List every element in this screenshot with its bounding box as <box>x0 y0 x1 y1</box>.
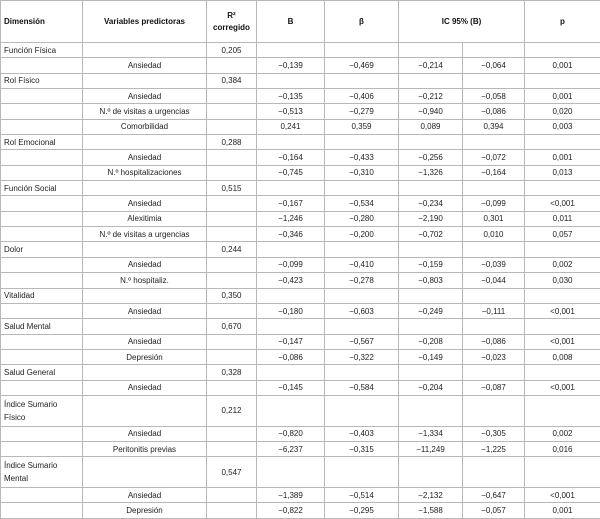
r2-cell <box>207 426 257 441</box>
predictor-cell: Ansiedad <box>83 196 207 211</box>
r2-cell <box>207 441 257 456</box>
p-cell: 0,001 <box>525 503 600 519</box>
r2-cell: 0,350 <box>207 288 257 303</box>
table-row <box>1 273 600 288</box>
beta-cell: −0,410 <box>325 257 399 272</box>
predictor-cell <box>83 395 207 426</box>
predictor-cell: Ansiedad <box>83 150 207 165</box>
header-dimension: Dimensión <box>1 1 83 43</box>
b-cell: −0,147 <box>257 334 325 349</box>
ci-low-cell: −0,214 <box>399 58 463 73</box>
b-cell: −0,513 <box>257 104 325 119</box>
table-row <box>1 227 600 242</box>
dimension-cell <box>1 257 83 272</box>
b-cell <box>257 288 325 303</box>
beta-cell <box>325 242 399 257</box>
predictor-cell: Ansiedad <box>83 426 207 441</box>
ci-high-cell <box>463 319 525 334</box>
ci-high-cell <box>463 288 525 303</box>
r2-cell: 0,244 <box>207 242 257 257</box>
predictor-cell <box>83 319 207 334</box>
b-cell <box>257 73 325 88</box>
p-cell <box>525 457 600 488</box>
beta-cell: −0,279 <box>325 104 399 119</box>
table-row <box>1 457 600 488</box>
dimension-cell <box>1 104 83 119</box>
p-cell: <0,001 <box>525 196 600 211</box>
dimension-cell <box>1 196 83 211</box>
ci-high-cell: −0,099 <box>463 196 525 211</box>
b-cell: −0,145 <box>257 380 325 395</box>
ci-high-cell: 0,301 <box>463 211 525 226</box>
ci-high-cell: −1,225 <box>463 441 525 456</box>
ci-low-cell: −0,149 <box>399 349 463 364</box>
r2-cell: 0,205 <box>207 43 257 58</box>
predictor-cell <box>83 135 207 150</box>
r2-cell <box>207 273 257 288</box>
beta-cell: −0,433 <box>325 150 399 165</box>
ci-low-cell <box>399 457 463 488</box>
header-b: B <box>257 1 325 43</box>
r2-cell <box>207 503 257 519</box>
ci-low-cell <box>399 395 463 426</box>
predictor-cell <box>83 242 207 257</box>
header-predictors: Variables predictoras <box>83 1 207 43</box>
p-cell: 0,003 <box>525 119 600 134</box>
beta-cell: −0,403 <box>325 426 399 441</box>
beta-cell: 0,359 <box>325 119 399 134</box>
beta-cell: −0,406 <box>325 89 399 104</box>
table-row <box>1 303 600 318</box>
b-cell: −0,135 <box>257 89 325 104</box>
p-cell: 0,001 <box>525 89 600 104</box>
b-cell <box>257 457 325 488</box>
dimension-cell <box>1 441 83 456</box>
r2-cell <box>207 165 257 180</box>
predictor-cell: Depresión <box>83 349 207 364</box>
r2-cell <box>207 150 257 165</box>
predictor-cell: Alexitimia <box>83 211 207 226</box>
b-cell: −1,246 <box>257 211 325 226</box>
predictor-cell: N.º de visitas a urgencias <box>83 227 207 242</box>
dimension-cell <box>1 119 83 134</box>
ci-low-cell <box>399 365 463 380</box>
beta-cell <box>325 181 399 196</box>
b-cell <box>257 395 325 426</box>
ci-low-cell: −1,326 <box>399 165 463 180</box>
p-cell: 0,008 <box>525 349 600 364</box>
p-cell: <0,001 <box>525 488 600 503</box>
dimension-cell: Índice Sumario Físico <box>1 395 83 426</box>
ci-low-cell: −1,588 <box>399 503 463 519</box>
p-cell: 0,013 <box>525 165 600 180</box>
b-cell: −0,346 <box>257 227 325 242</box>
b-cell: −0,745 <box>257 165 325 180</box>
p-cell: 0,002 <box>525 257 600 272</box>
p-cell <box>525 181 600 196</box>
ci-low-cell: −0,702 <box>399 227 463 242</box>
p-cell: 0,001 <box>525 150 600 165</box>
ci-high-cell: −0,064 <box>463 58 525 73</box>
ci-high-cell: −0,647 <box>463 488 525 503</box>
beta-cell: −0,295 <box>325 503 399 519</box>
ci-high-cell <box>463 457 525 488</box>
ci-low-cell: −0,208 <box>399 334 463 349</box>
dimension-cell <box>1 58 83 73</box>
table-row <box>1 319 600 334</box>
dimension-cell: Salud General <box>1 365 83 380</box>
dimension-cell: Dolor <box>1 242 83 257</box>
dimension-cell: Vitalidad <box>1 288 83 303</box>
p-cell <box>525 288 600 303</box>
dimension-cell: Función Social <box>1 181 83 196</box>
predictor-cell: Ansiedad <box>83 89 207 104</box>
ci-high-cell <box>463 135 525 150</box>
p-cell <box>525 135 600 150</box>
p-cell <box>525 395 600 426</box>
p-cell: 0,057 <box>525 227 600 242</box>
ci-low-cell: −0,803 <box>399 273 463 288</box>
table-row <box>1 288 600 303</box>
r2-cell <box>207 58 257 73</box>
ci-low-cell: −0,249 <box>399 303 463 318</box>
predictor-cell <box>83 457 207 488</box>
ci-high-cell: −0,072 <box>463 150 525 165</box>
dimension-cell <box>1 165 83 180</box>
p-cell <box>525 242 600 257</box>
predictor-cell: Ansiedad <box>83 58 207 73</box>
p-cell: 0,001 <box>525 58 600 73</box>
ci-low-cell <box>399 135 463 150</box>
ci-low-cell <box>399 288 463 303</box>
beta-cell: −0,310 <box>325 165 399 180</box>
ci-high-cell: −0,086 <box>463 104 525 119</box>
ci-low-cell: −0,940 <box>399 104 463 119</box>
ci-low-cell: −0,212 <box>399 89 463 104</box>
r2-cell <box>207 349 257 364</box>
dimension-cell <box>1 89 83 104</box>
b-cell <box>257 319 325 334</box>
table-row <box>1 503 600 519</box>
ci-high-cell: −0,087 <box>463 380 525 395</box>
table-row <box>1 89 600 104</box>
ci-high-cell: −0,086 <box>463 334 525 349</box>
predictor-cell: Ansiedad <box>83 380 207 395</box>
beta-cell: −0,567 <box>325 334 399 349</box>
ci-low-cell: −2,132 <box>399 488 463 503</box>
ci-low-cell: −0,204 <box>399 380 463 395</box>
beta-cell <box>325 365 399 380</box>
predictor-cell <box>83 181 207 196</box>
header-beta: β <box>325 1 399 43</box>
ci-low-cell <box>399 242 463 257</box>
predictor-cell: Ansiedad <box>83 303 207 318</box>
ci-low-cell: −0,159 <box>399 257 463 272</box>
predictor-cell: Ansiedad <box>83 334 207 349</box>
header-ci: IC 95% (B) <box>399 1 525 43</box>
p-cell: 0,016 <box>525 441 600 456</box>
ci-low-cell: −0,234 <box>399 196 463 211</box>
dimension-cell <box>1 273 83 288</box>
p-cell <box>525 73 600 88</box>
b-cell: 0,241 <box>257 119 325 134</box>
dimension-cell <box>1 303 83 318</box>
ci-high-cell: −0,039 <box>463 257 525 272</box>
predictor-cell: Ansiedad <box>83 257 207 272</box>
predictor-cell <box>83 365 207 380</box>
b-cell <box>257 135 325 150</box>
ci-low-cell: −11,249 <box>399 441 463 456</box>
b-cell: −0,099 <box>257 257 325 272</box>
r2-cell: 0,670 <box>207 319 257 334</box>
ci-high-cell <box>463 181 525 196</box>
predictor-cell: N.º hospitalizaciones <box>83 165 207 180</box>
b-cell: −0,822 <box>257 503 325 519</box>
beta-cell <box>325 288 399 303</box>
table-row <box>1 257 600 272</box>
dimension-cell <box>1 334 83 349</box>
predictor-cell: N.º de visitas a urgencias <box>83 104 207 119</box>
dimension-cell: Función Física <box>1 43 83 58</box>
predictor-cell: Peritonitis previas <box>83 441 207 456</box>
r2-cell <box>207 303 257 318</box>
b-cell: −0,086 <box>257 349 325 364</box>
r2-cell: 0,384 <box>207 73 257 88</box>
b-cell <box>257 365 325 380</box>
ci-high-cell: −0,305 <box>463 426 525 441</box>
ci-low-cell: −1,334 <box>399 426 463 441</box>
ci-high-cell <box>463 73 525 88</box>
dimension-cell <box>1 211 83 226</box>
table-row <box>1 43 600 58</box>
beta-cell: −0,534 <box>325 196 399 211</box>
p-cell: <0,001 <box>525 380 600 395</box>
predictor-cell: N.º hospitaliz. <box>83 273 207 288</box>
ci-low-cell <box>399 43 463 58</box>
predictor-cell: Ansiedad <box>83 488 207 503</box>
ci-high-cell: 0,010 <box>463 227 525 242</box>
r2-cell <box>207 196 257 211</box>
beta-cell: −0,200 <box>325 227 399 242</box>
beta-cell: −0,514 <box>325 488 399 503</box>
beta-cell: −0,584 <box>325 380 399 395</box>
beta-cell: −0,322 <box>325 349 399 364</box>
r2-cell: 0,547 <box>207 457 257 488</box>
r2-cell <box>207 211 257 226</box>
dimension-cell <box>1 349 83 364</box>
ci-high-cell <box>463 365 525 380</box>
ci-low-cell <box>399 181 463 196</box>
ci-low-cell: −0,256 <box>399 150 463 165</box>
p-cell: 0,030 <box>525 273 600 288</box>
b-cell: −0,820 <box>257 426 325 441</box>
ci-low-cell <box>399 319 463 334</box>
table-row <box>1 73 600 88</box>
dimension-cell: Salud Mental <box>1 319 83 334</box>
r2-cell: 0,328 <box>207 365 257 380</box>
r2-cell <box>207 227 257 242</box>
table-row <box>1 181 600 196</box>
beta-cell <box>325 457 399 488</box>
b-cell: −0,164 <box>257 150 325 165</box>
p-cell: 0,011 <box>525 211 600 226</box>
beta-cell <box>325 135 399 150</box>
beta-cell <box>325 43 399 58</box>
table-row <box>1 104 600 119</box>
dimension-cell <box>1 426 83 441</box>
table-row <box>1 488 600 503</box>
table-row <box>1 349 600 364</box>
ci-low-cell <box>399 73 463 88</box>
dimension-cell <box>1 380 83 395</box>
ci-high-cell: −0,164 <box>463 165 525 180</box>
dimension-cell <box>1 488 83 503</box>
dimension-cell: Rol Emocional <box>1 135 83 150</box>
p-cell <box>525 43 600 58</box>
ci-high-cell <box>463 242 525 257</box>
ci-high-cell: −0,044 <box>463 273 525 288</box>
table-row <box>1 242 600 257</box>
ci-high-cell: −0,058 <box>463 89 525 104</box>
predictor-cell <box>83 43 207 58</box>
beta-cell: −0,280 <box>325 211 399 226</box>
table-row <box>1 196 600 211</box>
b-cell: −6,237 <box>257 441 325 456</box>
table-row <box>1 365 600 380</box>
r2-cell: 0,288 <box>207 135 257 150</box>
table-row <box>1 150 600 165</box>
beta-cell <box>325 319 399 334</box>
r2-cell <box>207 89 257 104</box>
beta-cell <box>325 395 399 426</box>
dimension-cell <box>1 150 83 165</box>
beta-cell: −0,469 <box>325 58 399 73</box>
ci-high-cell <box>463 43 525 58</box>
table-row <box>1 426 600 441</box>
ci-high-cell: −0,057 <box>463 503 525 519</box>
b-cell: −0,167 <box>257 196 325 211</box>
b-cell <box>257 242 325 257</box>
predictor-cell: Comorbilidad <box>83 119 207 134</box>
header-row <box>1 1 600 43</box>
table-body <box>1 43 600 519</box>
b-cell: −0,180 <box>257 303 325 318</box>
beta-cell: −0,278 <box>325 273 399 288</box>
b-cell: −0,423 <box>257 273 325 288</box>
table-row <box>1 58 600 73</box>
p-cell <box>525 365 600 380</box>
p-cell: 0,020 <box>525 104 600 119</box>
table-row <box>1 211 600 226</box>
r2-cell <box>207 380 257 395</box>
predictor-cell <box>83 73 207 88</box>
b-cell: −0,139 <box>257 58 325 73</box>
beta-cell: −0,603 <box>325 303 399 318</box>
predictor-cell <box>83 288 207 303</box>
ci-low-cell: −2,190 <box>399 211 463 226</box>
ci-high-cell: −0,023 <box>463 349 525 364</box>
b-cell <box>257 181 325 196</box>
table-row <box>1 380 600 395</box>
r2-cell <box>207 488 257 503</box>
predictor-cell: Depresión <box>83 503 207 519</box>
dimension-cell <box>1 227 83 242</box>
r2-cell <box>207 119 257 134</box>
beta-cell: −0,315 <box>325 441 399 456</box>
header-r2: R² corregido <box>207 1 257 43</box>
r2-cell <box>207 257 257 272</box>
r2-cell <box>207 104 257 119</box>
ci-high-cell: 0,394 <box>463 119 525 134</box>
p-cell: 0,002 <box>525 426 600 441</box>
p-cell: <0,001 <box>525 334 600 349</box>
dimension-cell: Rol Físico <box>1 73 83 88</box>
ci-low-cell: 0,089 <box>399 119 463 134</box>
dimension-cell: Índice Sumario Mental <box>1 457 83 488</box>
b-cell: −1,389 <box>257 488 325 503</box>
ci-high-cell: −0,111 <box>463 303 525 318</box>
table-row <box>1 119 600 134</box>
p-cell <box>525 319 600 334</box>
table-row <box>1 441 600 456</box>
r2-cell <box>207 334 257 349</box>
r2-cell: 0,515 <box>207 181 257 196</box>
ci-high-cell <box>463 395 525 426</box>
beta-cell <box>325 73 399 88</box>
table-row <box>1 135 600 150</box>
b-cell <box>257 43 325 58</box>
r2-cell: 0,212 <box>207 395 257 426</box>
table-row <box>1 165 600 180</box>
p-cell: <0,001 <box>525 303 600 318</box>
table-row <box>1 334 600 349</box>
table-row <box>1 395 600 426</box>
header-p: p <box>525 1 600 43</box>
dimension-cell <box>1 503 83 519</box>
